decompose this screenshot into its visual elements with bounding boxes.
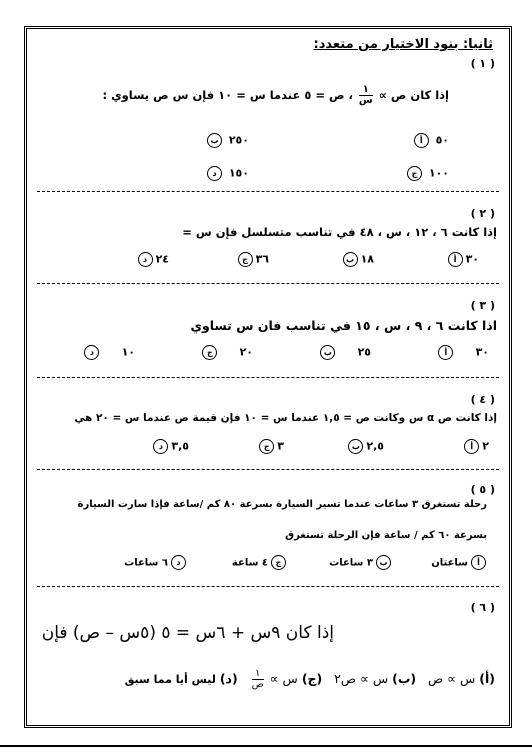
q2-text-d: ٢٤ bbox=[155, 252, 169, 266]
q5-text-c: ٤ ساعة bbox=[231, 557, 268, 569]
q6-option-a[interactable] bbox=[428, 671, 495, 686]
q6-option-d[interactable] bbox=[125, 671, 238, 686]
separator-3 bbox=[37, 377, 499, 378]
q5-number: ( ٥ ) bbox=[470, 483, 495, 496]
q2-option-c[interactable] bbox=[235, 252, 269, 267]
q5-letter-d: د bbox=[171, 555, 186, 570]
q6-option-c[interactable] bbox=[250, 668, 323, 690]
q2-letter-c: ج bbox=[238, 252, 253, 267]
q6-letter-d: (د) bbox=[219, 671, 238, 686]
q3-option-c[interactable] bbox=[199, 345, 253, 360]
q6-text-d: ليس أيا مما سبق bbox=[124, 673, 216, 686]
q6-letter-a: (أ) bbox=[479, 671, 495, 686]
q2-option-d[interactable] bbox=[135, 252, 169, 267]
separator-2 bbox=[37, 283, 499, 284]
q6-letter-b: (ب) bbox=[392, 671, 417, 686]
q4-option-c[interactable] bbox=[256, 439, 284, 454]
q5-option-c[interactable] bbox=[232, 555, 289, 570]
q1-option-c[interactable] bbox=[404, 166, 449, 181]
q3-letter-d: د bbox=[84, 345, 99, 360]
q1-text-a: ٥٠ bbox=[435, 133, 449, 147]
q5-letter-b: ب bbox=[376, 555, 391, 570]
q6-fraction bbox=[252, 669, 264, 690]
q4-text-b: ٢,٥ bbox=[366, 439, 384, 453]
q1-text-b: ٢٥٠ bbox=[228, 133, 249, 147]
q6-letter-c: (ج) bbox=[301, 671, 323, 686]
q6-options-row bbox=[125, 669, 495, 690]
q4-text-c: ٣ bbox=[277, 439, 284, 453]
q6-text-a: س ∝ ص bbox=[428, 671, 476, 686]
q1-option-d[interactable] bbox=[204, 166, 249, 181]
q6-number: ( ٦ ) bbox=[470, 601, 495, 614]
q5-text-b: ٣ ساعات bbox=[329, 557, 373, 569]
q3-option-b[interactable] bbox=[317, 345, 371, 360]
q1-option-b[interactable] bbox=[204, 133, 249, 148]
page-frame bbox=[24, 26, 512, 728]
q2-letter-b: ب bbox=[343, 252, 358, 267]
page-bottom-rule bbox=[0, 745, 532, 747]
q2-text-b: ١٨ bbox=[360, 252, 374, 266]
q2-option-b[interactable] bbox=[340, 252, 374, 267]
q5-letter-a: أ bbox=[471, 555, 486, 570]
q4-text-d: ٣,٥ bbox=[171, 439, 189, 453]
q5-letter-c: ج bbox=[271, 555, 286, 570]
q3-letter-c: ج bbox=[202, 345, 217, 360]
q5-text-a: ساعتان bbox=[431, 557, 468, 569]
q1-stem bbox=[102, 85, 449, 106]
q5-text-d: ٦ ساعات bbox=[124, 557, 168, 569]
q3-text-c: ٢٠ bbox=[239, 345, 253, 359]
q4-letter-b: ب bbox=[348, 439, 363, 454]
q1-letter-c: ج bbox=[407, 166, 422, 181]
q2-letter-a: أ bbox=[448, 252, 463, 267]
q5-option-d[interactable] bbox=[124, 555, 189, 570]
q1-stem-b: ، ص = ٥ عندما س = ١٠ فإن س ص يساوي : bbox=[102, 88, 353, 102]
q5-stem-line1: رحلة تستغرق ٣ ساعات عندما تسير السيارة بسرعة ٨٠ كم /ساعة فإذا سارت السيارة bbox=[77, 499, 487, 510]
q3-option-a[interactable] bbox=[435, 345, 489, 360]
q3-text-a: ٣٠ bbox=[475, 345, 489, 359]
q1-letter-d: د bbox=[207, 166, 222, 181]
q3-option-d[interactable] bbox=[81, 345, 135, 360]
q2-option-a[interactable] bbox=[445, 252, 479, 267]
q6-frac-num: ١ bbox=[252, 669, 264, 680]
q2-text-a: ٣٠ bbox=[465, 252, 479, 266]
q1-number: ( ١ ) bbox=[470, 57, 495, 70]
q3-stem: اذا كانت ٦ ، ٩ ، س ، ١٥ في تناسب فان س تساوي bbox=[190, 318, 497, 333]
separator-4 bbox=[37, 469, 499, 470]
separator-5 bbox=[37, 586, 499, 587]
q5-option-b[interactable] bbox=[329, 555, 394, 570]
q1-fraction bbox=[359, 85, 373, 106]
q4-option-b[interactable] bbox=[345, 439, 384, 454]
q6-text-b: س ∝ ص٢ bbox=[334, 671, 389, 686]
q5-option-a[interactable] bbox=[431, 555, 489, 570]
q4-stem: إذا كانت ص α س وكانت ص = ١,٥ عندما س = ١٠ فإن قيمة ص عندما س = ٢٠ هي bbox=[74, 412, 497, 424]
q1-text-d: ١٥٠ bbox=[228, 166, 249, 180]
q1-option-a[interactable] bbox=[411, 133, 449, 148]
q4-number: ( ٤ ) bbox=[470, 393, 495, 406]
q3-letter-a: أ bbox=[438, 345, 453, 360]
section-title: ثانيا: بنود الاختيار من متعدد: bbox=[313, 37, 493, 52]
q2-letter-d: د bbox=[138, 252, 153, 267]
q1-frac-den: س bbox=[358, 95, 373, 106]
q1-frac-num: ١ bbox=[359, 85, 373, 96]
q3-text-d: ١٠ bbox=[121, 345, 135, 359]
q1-letter-b: ب bbox=[207, 133, 222, 148]
q1-letter-a: أ bbox=[414, 133, 429, 148]
separator-1 bbox=[37, 191, 499, 192]
q4-option-d[interactable] bbox=[150, 439, 189, 454]
q2-text-c: ٣٦ bbox=[255, 252, 269, 266]
q4-option-a[interactable] bbox=[461, 439, 489, 454]
q5-stem-line2: بسرعة ٦٠ كم / ساعة فإن الرحلة تستغرق bbox=[285, 530, 487, 541]
q4-letter-a: أ bbox=[464, 439, 479, 454]
q6-stem: إذا كان ٩س + ٦س = ٥ (٥س – ص) فإن bbox=[41, 623, 334, 643]
q1-text-c: ١٠٠ bbox=[428, 166, 449, 180]
q4-text-a: ٢ bbox=[482, 439, 489, 453]
q2-number: ( ٢ ) bbox=[470, 207, 495, 220]
q3-number: ( ٣ ) bbox=[470, 299, 495, 312]
q4-letter-d: د bbox=[153, 439, 168, 454]
q1-stem-a: إذا كان ص ∝ bbox=[378, 88, 449, 102]
q6-option-b[interactable] bbox=[334, 671, 416, 686]
q3-letter-b: ب bbox=[320, 345, 335, 360]
q6-frac-den: ص bbox=[251, 679, 264, 690]
q6-text-c: س ∝ bbox=[269, 671, 298, 686]
q2-stem: إذا كانت ٦ ، ١٢ ، س ، ٤٨ في تناسب متسلسل فإن س = bbox=[182, 225, 497, 239]
q3-text-b: ٢٥ bbox=[357, 345, 371, 359]
q4-letter-c: ج bbox=[259, 439, 274, 454]
